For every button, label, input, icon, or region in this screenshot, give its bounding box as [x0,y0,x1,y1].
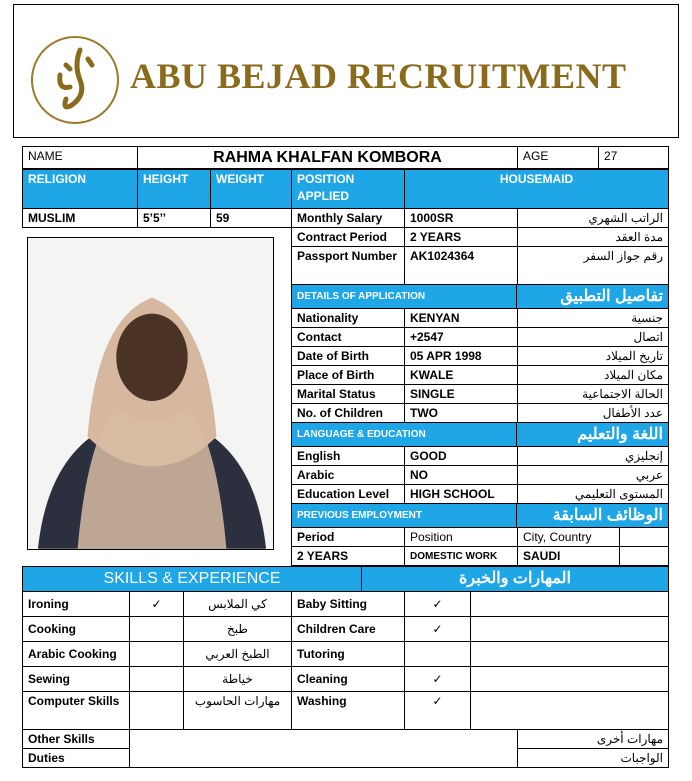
details-label-ar: مكان الميلاد [517,365,669,385]
contract-label: Monthly Salary [291,208,405,228]
religion-label: RELIGION [22,169,138,209]
details-label-ar: جنسية [517,308,669,328]
skill-check: ✓ [404,666,471,692]
employment-position-header: Position [404,527,518,547]
skill-label-ar: كي الملابس [183,591,292,617]
other-skills-label-ar: مهارات أخرى [517,729,669,749]
contract-value: 2 YEARS [404,227,518,247]
skill-check: ✓ [404,691,471,730]
language-heading: LANGUAGE & EDUCATION [291,422,517,447]
weight-label: WEIGHT [210,169,292,209]
company-name: ABU BEJAD RECRUITMENT [130,56,627,96]
language-heading-ar: اللغة والتعليم [516,422,669,447]
contract-label: Passport Number [291,246,405,285]
language-value: HIGH SCHOOL [404,484,518,504]
contract-value: 1000SR [404,208,518,228]
details-label: Date of Birth [291,346,405,366]
skills-heading: SKILLS & EXPERIENCE [22,566,362,592]
contract-label: Contract Period [291,227,405,247]
skill-label-ar: الطبخ العربي [183,641,292,667]
employment-empty-cell [619,546,669,566]
skill-label: Sewing [22,666,130,692]
language-value: NO [404,465,518,485]
religion-value: MUSLIM [22,208,138,228]
skill-label: Computer Skills [22,691,130,730]
details-label: No. of Children [291,403,405,423]
company-logo-icon [30,35,120,125]
skill-check [129,641,184,667]
employment-heading-ar: الوظائف السابقة [516,503,669,528]
contract-value: AK1024364 [404,246,518,285]
skill-empty-cell [470,616,669,642]
details-label-ar: اتصال [517,327,669,347]
employment-country: SAUDI [517,546,620,566]
skill-check [129,691,184,730]
skill-check: ✓ [404,616,471,642]
details-value: KENYAN [404,308,518,328]
details-heading-ar: تفاصيل التطبيق [516,284,669,309]
details-value: +2547 [404,327,518,347]
details-value: KWALE [404,365,518,385]
name-label: NAME [22,146,138,169]
skill-label: Baby Sitting [291,591,405,617]
skill-label: Tutoring [291,641,405,667]
employment-period: 2 YEARS [291,546,405,566]
employment-heading: PREVIOUS EMPLOYMENT [291,503,517,528]
details-value: 05 APR 1998 [404,346,518,366]
language-label-ar: عربي [517,465,669,485]
skill-label: Cooking [22,616,130,642]
skill-check [129,616,184,642]
language-label: Arabic [291,465,405,485]
employment-city-header: City, Country [517,527,620,547]
language-value: GOOD [404,446,518,466]
contract-label-ar: مدة العقد [517,227,669,247]
skill-label: Washing [291,691,405,730]
skill-check: ✓ [404,591,471,617]
language-label-ar: إنجليزي [517,446,669,466]
applicant-name: RAHMA KHALFAN KOMBORA [137,146,518,169]
skill-check [404,641,471,667]
details-label-ar: عدد الأطفال [517,403,669,423]
skill-label-ar: طبخ [183,616,292,642]
details-heading: DETAILS OF APPLICATION [291,284,517,309]
details-label-ar: تاريخ الميلاد [517,346,669,366]
employment-position: DOMESTIC WORK [404,546,518,566]
details-label: Contact [291,327,405,347]
height-label: HEIGHT [137,169,211,209]
employment-period-header: Period [291,527,405,547]
skill-check [129,666,184,692]
language-label-ar: المستوى التعليمي [517,484,669,504]
skill-label: Arabic Cooking [22,641,130,667]
duties-label-ar: الواجبات [517,748,669,768]
height-value: 5’5’’ [137,208,211,228]
skill-label-ar: مهارات الحاسوب [183,691,292,730]
skill-label-ar: خياطة [183,666,292,692]
employment-empty-cell [619,527,669,547]
skill-label: Cleaning [291,666,405,692]
language-label: Education Level [291,484,405,504]
details-label: Nationality [291,308,405,328]
details-label: Place of Birth [291,365,405,385]
age-value: 27 [598,146,669,169]
skill-empty-cell [470,641,669,667]
details-value: SINGLE [404,384,518,404]
contract-label-ar: رقم جواز السفر [517,246,669,285]
skill-label: Children Care [291,616,405,642]
language-label: English [291,446,405,466]
skill-empty-cell [470,591,669,617]
age-label: AGE [517,146,599,169]
skills-heading-ar: المهارات والخبرة [361,566,669,592]
position-value: HOUSEMAID [404,169,669,209]
details-value: TWO [404,403,518,423]
contract-label-ar: الراتب الشهري [517,208,669,228]
skill-empty-cell [470,691,669,730]
other-skills-label: Other Skills [22,729,130,749]
applicant-photo [27,237,274,550]
skill-empty-cell [470,666,669,692]
skill-check: ✓ [129,591,184,617]
other-skills-value [129,729,518,768]
details-label: Marital Status [291,384,405,404]
weight-value: 59 [210,208,292,228]
skill-label: Ironing [22,591,130,617]
position-label: POSITION APPLIED [291,169,405,209]
duties-label: Duties [22,748,130,768]
details-label-ar: الحالة الاجتماعية [517,384,669,404]
